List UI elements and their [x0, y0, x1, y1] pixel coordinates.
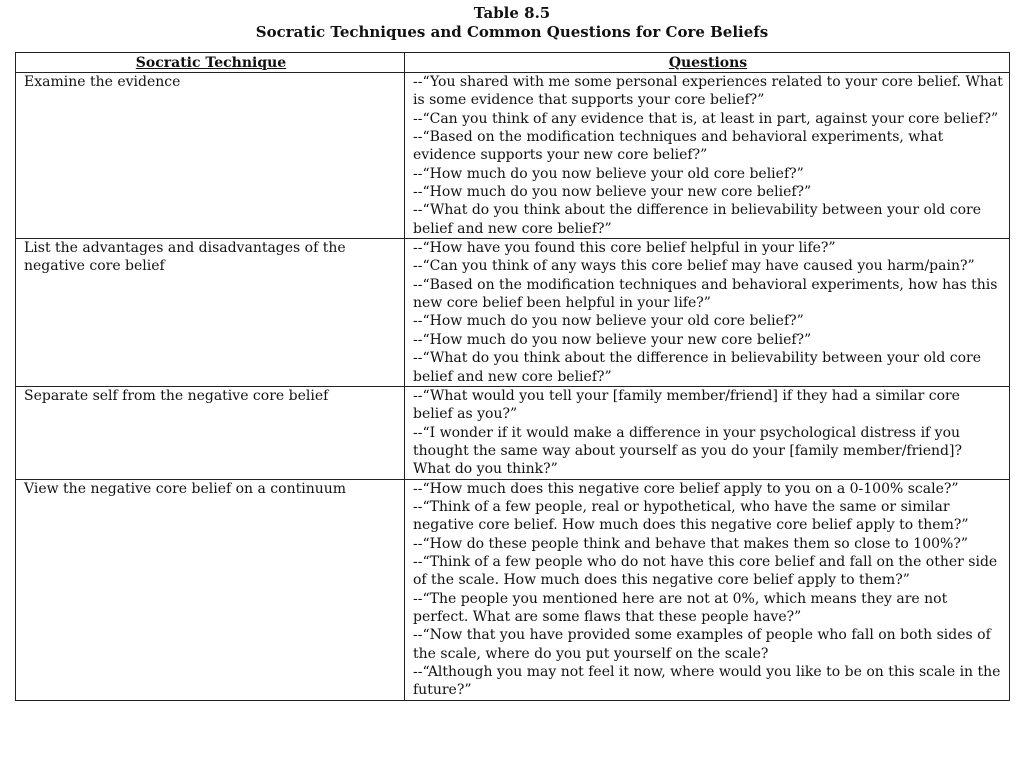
header-row — [16, 53, 1010, 73]
question-item: --“What do you think about the difference in believability between your old core belief and new core belief?” — [413, 202, 982, 237]
table-caption — [0, 4, 1024, 42]
question-item: --“How much do you now believe your old core belief?” — [413, 165, 804, 182]
technique-cell: List the advantages and disadvantages of the negative core belief — [16, 239, 405, 387]
question-item: --“Based on the modification techniques and behavioral experiments, how has this new core belief been helpful in your life?” — [413, 276, 998, 312]
questions-cell — [405, 239, 1010, 387]
table-title: Socratic Techniques and Common Questions for Core Beliefs — [255, 23, 769, 41]
questions-cell — [405, 386, 1010, 479]
table-row — [16, 479, 1010, 700]
question-item: --“How have you found this core belief helpful in your life?” — [413, 240, 836, 257]
question-item: --“The people you mentioned here are not at 0%, which means they are not perfect. What are some flaws that these people have?” — [413, 590, 948, 625]
question-item: --“Can you think of any evidence that is, at least in part, against your core belief?” — [413, 110, 999, 127]
question-item: --“You shared with me some personal experiences related to your core belief. What is some evidence that supports your core belief?” — [413, 74, 1003, 109]
question-item: --“How much do you now believe your new core belief?” — [413, 184, 812, 201]
technique-cell: Examine the evidence — [16, 73, 405, 239]
socratic-techniques-table — [15, 52, 1010, 701]
question-item: --“What do you think about the difference in believability between your old core belief and new core belief?” — [413, 350, 982, 385]
table-row — [16, 386, 1010, 479]
question-item: --“How much does this negative core belief apply to you on a 0-100% scale?” — [413, 480, 959, 497]
technique-cell: Separate self from the negative core belief — [16, 386, 405, 479]
question-item: --“Now that you have provided some examples of people who fall on both sides of the scale, where do you put yourself on the scale? — [413, 627, 991, 662]
question-item: --“How much do you now believe your old core belief?” — [413, 313, 804, 330]
question-item: --“What would you tell your [family member/friend] if they had a similar core belief as you?” — [413, 387, 960, 423]
question-item: --“Although you may not feel it now, where would you like to be on this scale in the future?” — [413, 664, 1001, 699]
technique-cell: View the negative core belief on a continuum — [16, 479, 405, 700]
question-item: --“Based on the modification techniques and behavioral experiments, what evidence supports your new core belief?” — [413, 129, 944, 164]
questions-cell — [405, 479, 1010, 700]
questions-cell — [405, 73, 1010, 239]
question-item: --“Think of a few people, real or hypothetical, who have the same or similar negative core belief. How much does this negative core belief apply to them?” — [413, 498, 969, 534]
table-row — [16, 239, 1010, 387]
table-row — [16, 73, 1010, 239]
question-item: --“Can you think of any ways this core belief may have caused you harm/pain?” — [413, 258, 975, 275]
questions-column-header: Questions — [405, 53, 1010, 73]
question-item: --“How much do you now believe your new core belief?” — [413, 331, 812, 348]
question-item: --“I wonder if it would make a difference in your psychological distress if you thought the same way about yourself as you do your [family member/friend]? What do you think?” — [413, 424, 962, 478]
question-item: --“Think of a few people who do not have this core belief and fall on the other side of the scale. How much does this negative core belief apply to them?” — [413, 553, 998, 589]
question-item: --“How do these people think and behave that makes them so close to 100%?” — [413, 535, 968, 552]
table-number: Table 8.5 — [473, 4, 551, 22]
technique-column-header: Socratic Technique — [16, 53, 405, 73]
